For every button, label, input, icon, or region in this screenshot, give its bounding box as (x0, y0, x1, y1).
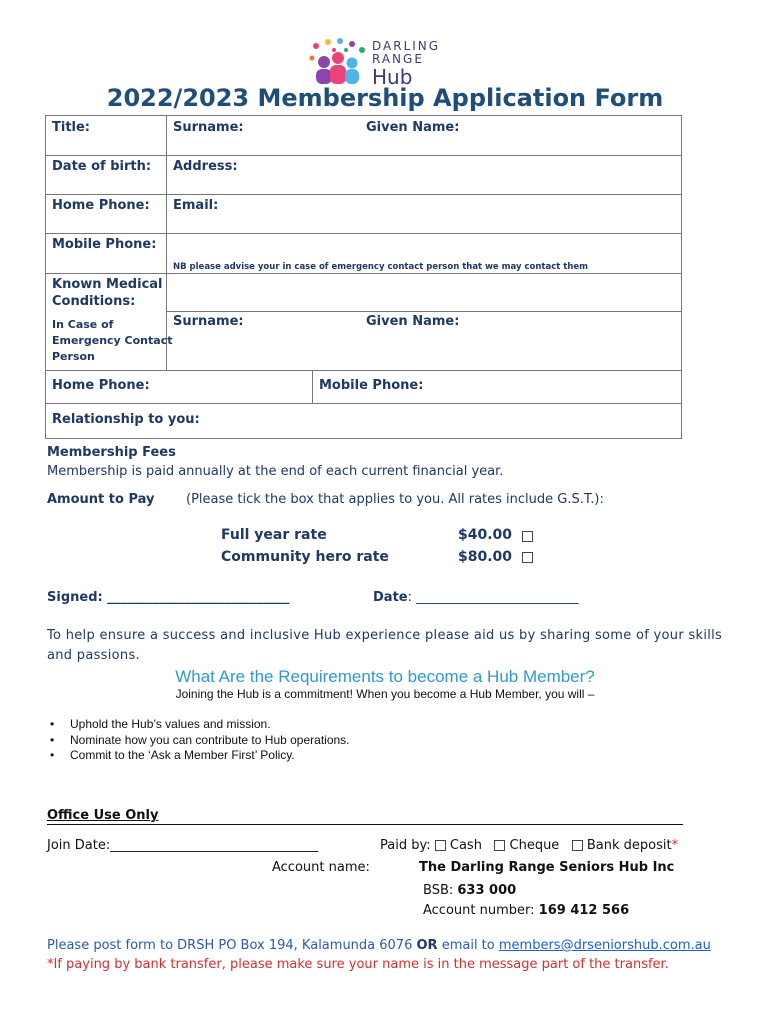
emergency-label-line-1: In Case of (52, 318, 114, 331)
emergency-surname-label: Surname: (173, 314, 244, 329)
cheque-label: Cheque (509, 838, 560, 853)
date-label: Date (373, 590, 408, 605)
dob-field-label: Date of birth: (52, 159, 152, 174)
amount-to-pay-note: (Please tick the box that applies to you. All rates include G.S.T.): (186, 492, 604, 507)
surname-field-label: Surname: (173, 120, 244, 135)
membership-fees-text: Membership is paid annually at the end of each current financial year. (47, 464, 504, 479)
list-item: • Commit to the ‘Ask a Member First’ Policy. (50, 748, 295, 762)
membership-fees-heading: Membership Fees (47, 445, 176, 460)
full-year-rate-checkbox[interactable] (522, 531, 533, 542)
email-prefix: email to (441, 938, 495, 953)
relationship-label: Relationship to you: (52, 412, 200, 427)
paid-by-row (380, 838, 678, 853)
date-line[interactable] (373, 590, 579, 605)
bsb-value: 633 000 (457, 883, 517, 898)
skills-help-text: To help ensure a success and inclusive Hub experience please aid us by sharing some of your skills and passions. (47, 628, 723, 663)
row-divider (46, 155, 681, 156)
logo-text (372, 40, 440, 88)
amount-to-pay-label: Amount to Pay (47, 492, 155, 507)
row-divider (166, 311, 681, 312)
list-item: • Nominate how you can contribute to Hub operations. (50, 732, 350, 747)
title-field-label: Title: (52, 120, 91, 135)
emergency-home-phone-label: Home Phone: (52, 378, 150, 393)
bsb-row (423, 883, 516, 898)
email-link[interactable]: members@drseniorshub.com.au (498, 938, 711, 953)
cash-checkbox[interactable] (435, 840, 446, 851)
page-title: 2022/2023 Membership Application Form (106, 84, 664, 112)
requirement-text: Commit to the ‘Ask a Member First’ Policy. (70, 748, 295, 762)
bank-transfer-note: *If paying by bank transfer, please make sure your name is in the message part of the transfer. (47, 957, 669, 972)
account-number-value: 169 412 566 (538, 903, 630, 918)
row-divider (46, 370, 681, 371)
requirements-list (50, 717, 350, 764)
hub-logo-icon (306, 36, 370, 86)
account-name-value: The Darling Range Seniors Hub Inc (419, 860, 675, 875)
home-phone-field-label: Home Phone: (52, 198, 150, 213)
community-hero-rate-checkbox[interactable] (522, 552, 533, 563)
bank-deposit-asterisk: * (671, 838, 679, 853)
logo-line-1: DARLING (372, 39, 441, 53)
signed-line[interactable]: Signed: ____________________________ (47, 590, 290, 605)
requirement-text: Uphold the Hub’s values and mission. (70, 717, 271, 731)
emergency-given-name-label: Given Name: (366, 314, 460, 329)
account-number-row (423, 903, 629, 918)
medical-conditions-label (52, 276, 163, 310)
emergency-label-line-3: Person (52, 350, 95, 363)
community-hero-rate-label: Community hero rate (221, 549, 389, 565)
bsb-label: BSB: (423, 883, 454, 898)
bank-deposit-label: Bank deposit (586, 838, 672, 853)
paid-by-label: Paid by: (380, 838, 431, 853)
mobile-phone-field-label: Mobile Phone: (52, 237, 157, 252)
medical-label-line-1: Known Medical (52, 277, 163, 292)
given-name-field-label: Given Name: (366, 120, 460, 135)
list-item: • Uphold the Hub’s values and mission. (50, 717, 271, 731)
emergency-label-line-2: Emergency Contact (52, 334, 173, 347)
full-year-rate-label: Full year rate (221, 527, 327, 543)
logo-line-2: RANGE (372, 52, 424, 66)
emergency-contact-note: NB please advise your in case of emergency contact person that we may contact them (173, 262, 589, 272)
address-field-label: Address: (173, 159, 238, 174)
date-underline: : _________________________ (407, 590, 579, 605)
row-divider (46, 233, 681, 234)
full-year-rate-price: $40.00 (458, 527, 513, 543)
requirements-subheading: Joining the Hub is a commitment! When you become a Hub Member, you will – (175, 687, 595, 701)
community-hero-rate-price: $80.00 (458, 549, 513, 565)
cash-label: Cash (449, 838, 482, 853)
or-text: OR (416, 938, 438, 953)
cheque-checkbox[interactable] (494, 840, 505, 851)
column-divider (312, 370, 313, 403)
medical-label-line-2: Conditions: (52, 294, 136, 309)
join-date-line[interactable]: Join Date:________________________________ (47, 838, 319, 853)
email-field-label: Email: (173, 198, 219, 213)
account-number-label: Account number: (423, 903, 535, 918)
row-divider (46, 403, 681, 404)
post-instructions (47, 938, 711, 953)
emergency-mobile-phone-label: Mobile Phone: (319, 378, 424, 393)
requirements-heading: What Are the Requirements to become a Hub Member? (175, 667, 595, 686)
office-use-heading: Office Use Only (47, 808, 683, 825)
row-divider (46, 194, 681, 195)
requirement-text: Nominate how you can contribute to Hub operations. (70, 732, 350, 747)
hub-logo (306, 36, 446, 89)
emergency-contact-label (52, 317, 172, 365)
post-text: Please post form to DRSH PO Box 194, Kalamunda 6076 (47, 938, 413, 953)
logo-line-3: Hub (372, 65, 413, 89)
row-divider (46, 273, 681, 274)
bank-deposit-checkbox[interactable] (572, 840, 583, 851)
account-name-label: Account name: (272, 860, 370, 875)
application-form-table (45, 115, 682, 439)
